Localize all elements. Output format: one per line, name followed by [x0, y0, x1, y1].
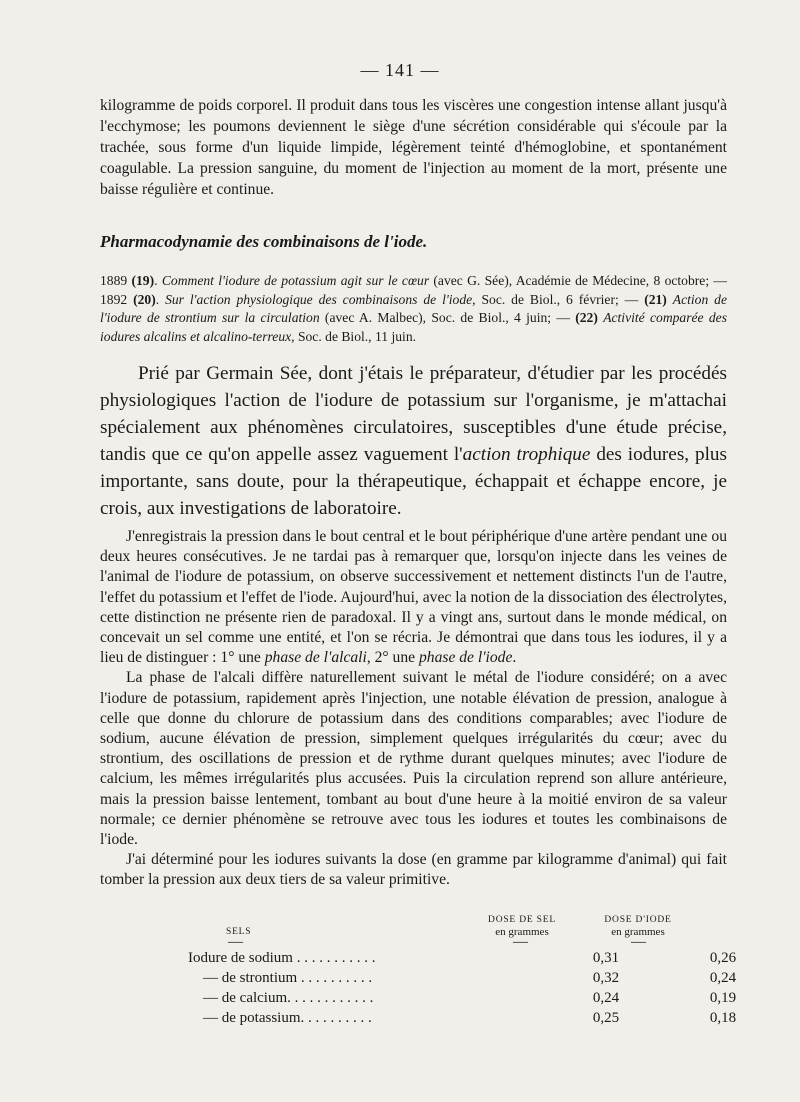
salt-name: — de calcium. . . . . . . . . . . .: [203, 990, 374, 1006]
dose-iode-value: 0,26: [709, 950, 737, 966]
salt-name: — de potassium. . . . . . . . . .: [203, 1010, 372, 1026]
header-dose-sel-line2: en grammes: [495, 926, 549, 938]
header-dose-iode-line2: en grammes: [611, 926, 665, 938]
dose-iode-value: 0,19: [709, 990, 737, 1006]
section-heading: Pharmacodynamie des combinaisons de l'iode.: [100, 232, 428, 251]
table-row: [203, 990, 743, 1010]
salt-name: Iodure de sodium . . . . . . . . . . .: [188, 950, 376, 966]
references-block: [100, 272, 727, 346]
table-row: [203, 1010, 743, 1030]
intro-paragraph: kilogramme de poids corporel. Il produit dans tous les viscères une congestion intense allant jusqu'à l'ecchymose; les poumons deviennent le siège d'une sécrétion considérable qui s'écoule par la trachée, sous forme d'un liquide limpide, légèrement teinté d'hémoglobine, et spontanément coagulable. La pression sanguine, du moment de l'injection au moment de la mort, présente une baisse régulière et continue.: [100, 97, 727, 198]
body-text: [100, 527, 727, 891]
header-dose-iode-line1: DOSE D'IODE: [604, 915, 672, 925]
dose-sel-value: 0,32: [592, 970, 620, 986]
header-rule: —: [513, 934, 528, 950]
reference-22: (22) Activité comparée des iodures alcalins et alcalino-terreux, Soc. de Biol., 11 juin.: [100, 310, 727, 344]
dose-iode-value: 0,24: [709, 970, 737, 986]
table-row: [188, 950, 737, 970]
reference-21: (21) Action de l'iodure de strontium sur la circulation (avec A. Malbec), Soc. de Biol., 4 juin; —: [100, 291, 727, 326]
page-number: — 141 —: [360, 60, 440, 80]
table-row: [203, 970, 743, 990]
salt-name: — de strontium . . . . . . . . . .: [203, 970, 373, 986]
dose-sel-value: 0,25: [592, 1010, 620, 1026]
reference-19: 1889 (19). Comment l'iodure de potassium agit sur le cœur (avec G. Sée), Académie de Médecine, 8 octobre; —: [100, 273, 727, 288]
header-rule: —: [228, 934, 243, 950]
reference-20: 1892 (20). Sur l'action physiologique des combinaisons de l'iode, Soc. de Biol., 6 février; —: [100, 291, 645, 307]
dose-sel-value: 0,31: [592, 950, 620, 966]
column-header-sels: SELS: [226, 927, 252, 937]
paragraph-4: J'ai déterminé pour les iodures suivants la dose (en gramme par kilogramme d'animal) qui fait tomber la pression aux deux tiers de sa valeur primitive.: [100, 851, 727, 889]
dose-sel-value: 0,24: [592, 990, 620, 1006]
header-dose-sel-line1: DOSE DE SEL: [488, 915, 556, 925]
header-rule: —: [631, 934, 646, 950]
paragraph-2: J'enregistrais la pression dans le bout central et le bout périphérique d'une artère pendant une ou deux heures consécutives. Je ne tardai pas à remarquer que, lorsqu'on injecte dans les veines de l'animal de l'iodure de potassium, on observe successivement et nettement distincts l'un de l'autre, l'effet du potassium et l'effet de l'iode. Aujourd'hui, avec la notion de la dissociation des électrolytes, cette distinction ne présente rien de paradoxal. Il y a vingt ans, surtout dans le monde médical, on concevait un sel comme une entité, et l'on se récria. Je démontrai que dans tous les iodures, il y a lieu de distinguer : 1° une phase de l'alcali, 2° une phase de l'iode.: [100, 528, 727, 667]
lead-paragraph: Prié par Germain Sée, dont j'étais le préparateur, d'étudier par les procédés physiologiques l'action de l'iodure de potassium sur l'organisme, je m'attachai spécialement aux phénomènes circulatoires, susceptibles d'une étude précise, tandis que ce qu'on appelle assez vaguement l'action trophique des iodures, plus importante, sans doute, pour la thérapeutique, échappait et échappe encore, je crois, aux investigations de laboratoire.: [100, 363, 727, 519]
paragraph-3: La phase de l'alcali diffère naturellement suivant le métal de l'iodure considéré; on a avec l'iodure de potassium, rapidement après l'injection, une notable élévation de pression, analogue à celle que donne du chlorure de potassium dans des conditions comparables; avec l'iodure de sodium, aucune élévation de pression, simplement quelques irrégularités du cœur; avec du strontium, des oscillations de pression et de rythme durant quelques minutes; avec l'iodure de calcium, les mêmes irrégularités plus accusées. Puis la circulation reprend son allure antérieure, mais la pression baisse lentement, tombant au bout d'une heure à la moitié environ de sa valeur normale; ce dernier phénomène se retrouve avec tous les iodures et toutes les combinaisons de l'iode.: [100, 669, 727, 849]
dose-iode-value: 0,18: [709, 1010, 737, 1026]
